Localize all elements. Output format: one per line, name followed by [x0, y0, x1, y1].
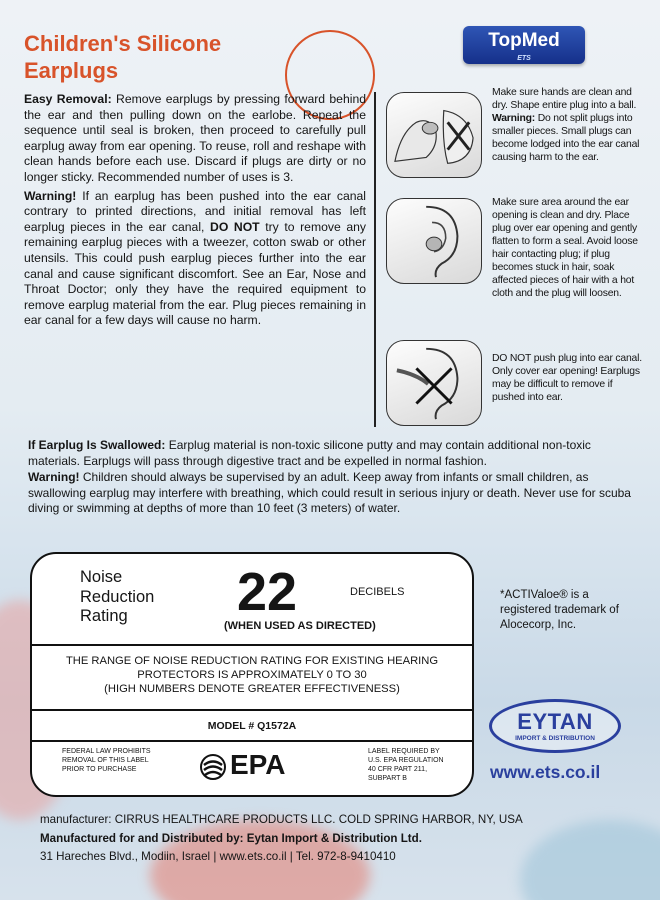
warning-heading: Warning!	[24, 188, 77, 203]
divider	[32, 740, 472, 742]
nrr-label-line: Noise	[80, 568, 123, 586]
epa-logo	[200, 750, 286, 780]
step-1-warning-heading: Warning:	[492, 113, 536, 124]
brand-name: TopMed	[488, 30, 560, 51]
easy-removal-text: Remove earplugs by pressing forward behind the ear and then pulling down on the earlobe. Repeat the sequence until seal is broken, then proceed to carefully pull earplug away from ear opening. To reuse, roll and reshape with clean hands before each use. Discard if plugs are dirty or no longer sticky. Recommended number of uses is 3.	[24, 92, 366, 184]
range-line: THE RANGE OF NOISE REDUCTION RATING FOR EXISTING HEARING	[65, 655, 439, 667]
range-line: PROTECTORS IS APPROXIMATELY 0 TO 30	[137, 669, 367, 681]
warning-text-continued: try to remove any remaining earplug pieces with a tweezer, cotton swab or other utensils. This could push earplug pieces further into the ear canal and cause significant discomfort. See an Ear, Nose and Throat Doctor; only they have the required equipment to remove earplug material from the ear. Plug pieces remaining in ear canal for a few days will cause no harm.	[24, 219, 366, 328]
step-3-instruction: DO NOT push plug into ear canal. Only cover ear opening! Earplugs may be difficult to remove if pushed into ear.	[492, 353, 642, 403]
website-link[interactable]: www.ets.co.il	[490, 762, 601, 782]
range-line: (HIGH NUMBERS DENOTE GREATER EFFECTIVENESS)	[104, 683, 400, 695]
distributor-line: Manufactured for and Distributed by: Eytan Import & Distribution Ltd.	[40, 831, 422, 845]
divider	[32, 644, 472, 646]
nrr-unit: DECIBELS	[350, 586, 405, 598]
brand-sub: ETS	[517, 55, 531, 62]
nrr-label-line: Rating	[80, 607, 128, 625]
nrr-label	[80, 568, 200, 627]
footer	[40, 811, 650, 867]
hands-rolling-plug-icon	[387, 93, 481, 177]
step-2-text	[492, 196, 642, 300]
manufacturer-line: manufacturer: CIRRUS HEALTHCARE PRODUCTS LLC. COLD SPRING HARBOR, NY, USA	[40, 813, 523, 826]
step-2-instruction: Make sure area around the ear opening is clean and dry. Place plug over ear opening and gently flatten to form a seal. Avoid loose hair contacting plug; if plug becomes stuck in hair, soak affected pieces of hair with a hot cloth and the plug will loosen.	[492, 197, 638, 299]
supervision-text: Children should always be supervised by an adult. Keep away from infants or small children, as swallowing earplug may interfere with breathing, which could result in serious injury or death. Never use for scuba diving or swimming at depths of more than 10 feet (3 meters) of water.	[28, 470, 631, 516]
swallowed-text: Earplug material is non-toxic silicone putty and may contain additional non-toxic materials. Earplugs will pass through digestive tract and be expelled in normal fashion.	[28, 438, 591, 468]
eytan-logo	[489, 699, 621, 753]
divider	[32, 709, 472, 711]
law-notice-left: FEDERAL LAW PROHIBITS REMOVAL OF THIS LABEL PRIOR TO PURCHASE	[62, 748, 151, 773]
step-3-illustration	[386, 340, 482, 426]
product-title: Children's Silicone Earplugs	[24, 31, 222, 83]
law-notice-right: LABEL REQUIRED BY U.S. EPA REGULATION 40 CFR PART 211, SUBPART B	[368, 748, 444, 782]
step-1-text	[492, 86, 642, 164]
easy-removal-heading: Easy Removal:	[24, 92, 112, 106]
step-1-illustration	[386, 92, 482, 178]
nrr-label-box	[30, 552, 474, 797]
trademark-note: *ACTIValoe® is a registered trademark of Alocecorp, Inc.	[500, 589, 619, 631]
step-3-text	[492, 352, 642, 404]
column-divider	[374, 92, 376, 427]
nrr-value: 22	[237, 562, 298, 622]
epa-text: EPA	[230, 749, 286, 780]
swallowed-section	[28, 438, 636, 518]
no-push-ear-icon	[387, 341, 481, 425]
epa-flower-icon	[200, 754, 226, 780]
distributor-name: EYTAN	[517, 709, 593, 734]
step-2-illustration	[386, 198, 482, 284]
topmed-logo	[463, 26, 585, 64]
nrr-condition: (WHEN USED AS DIRECTED)	[224, 620, 376, 632]
ear-with-plug-icon	[387, 199, 481, 283]
do-not-emphasis: DO NOT	[210, 219, 260, 234]
model-number: MODEL # Q1572A	[207, 720, 297, 732]
swallowed-heading: If Earplug Is Swallowed:	[28, 438, 166, 452]
supervision-heading: Warning!	[28, 470, 80, 485]
nrr-label-line: Reduction	[80, 587, 155, 606]
nrr-range-text	[32, 654, 472, 696]
address-line: 31 Hareches Blvd., Modiin, Israel | www.ets.co.il | Tel. 972-8-9410410	[40, 850, 396, 864]
easy-removal-paragraph	[24, 92, 366, 186]
warning-paragraph	[24, 189, 366, 329]
swallowed-paragraph	[28, 438, 636, 469]
step-1-warning: Do not split plugs into smaller pieces. Small plugs can become lodged into the ear canal causing harm to the ear.	[492, 113, 640, 163]
instructions-column	[24, 92, 366, 332]
distributor-sub: IMPORT & DISTRIBUTION	[515, 735, 595, 742]
step-1-instruction: Make sure hands are clean and dry. Shape entire plug into a ball.	[492, 87, 637, 111]
warning-text: If an earplug has been pushed into the ear canal contrary to printed directions, and initial removal has left earplug pieces in the ear canal,	[24, 188, 366, 234]
supervision-paragraph	[28, 470, 636, 517]
